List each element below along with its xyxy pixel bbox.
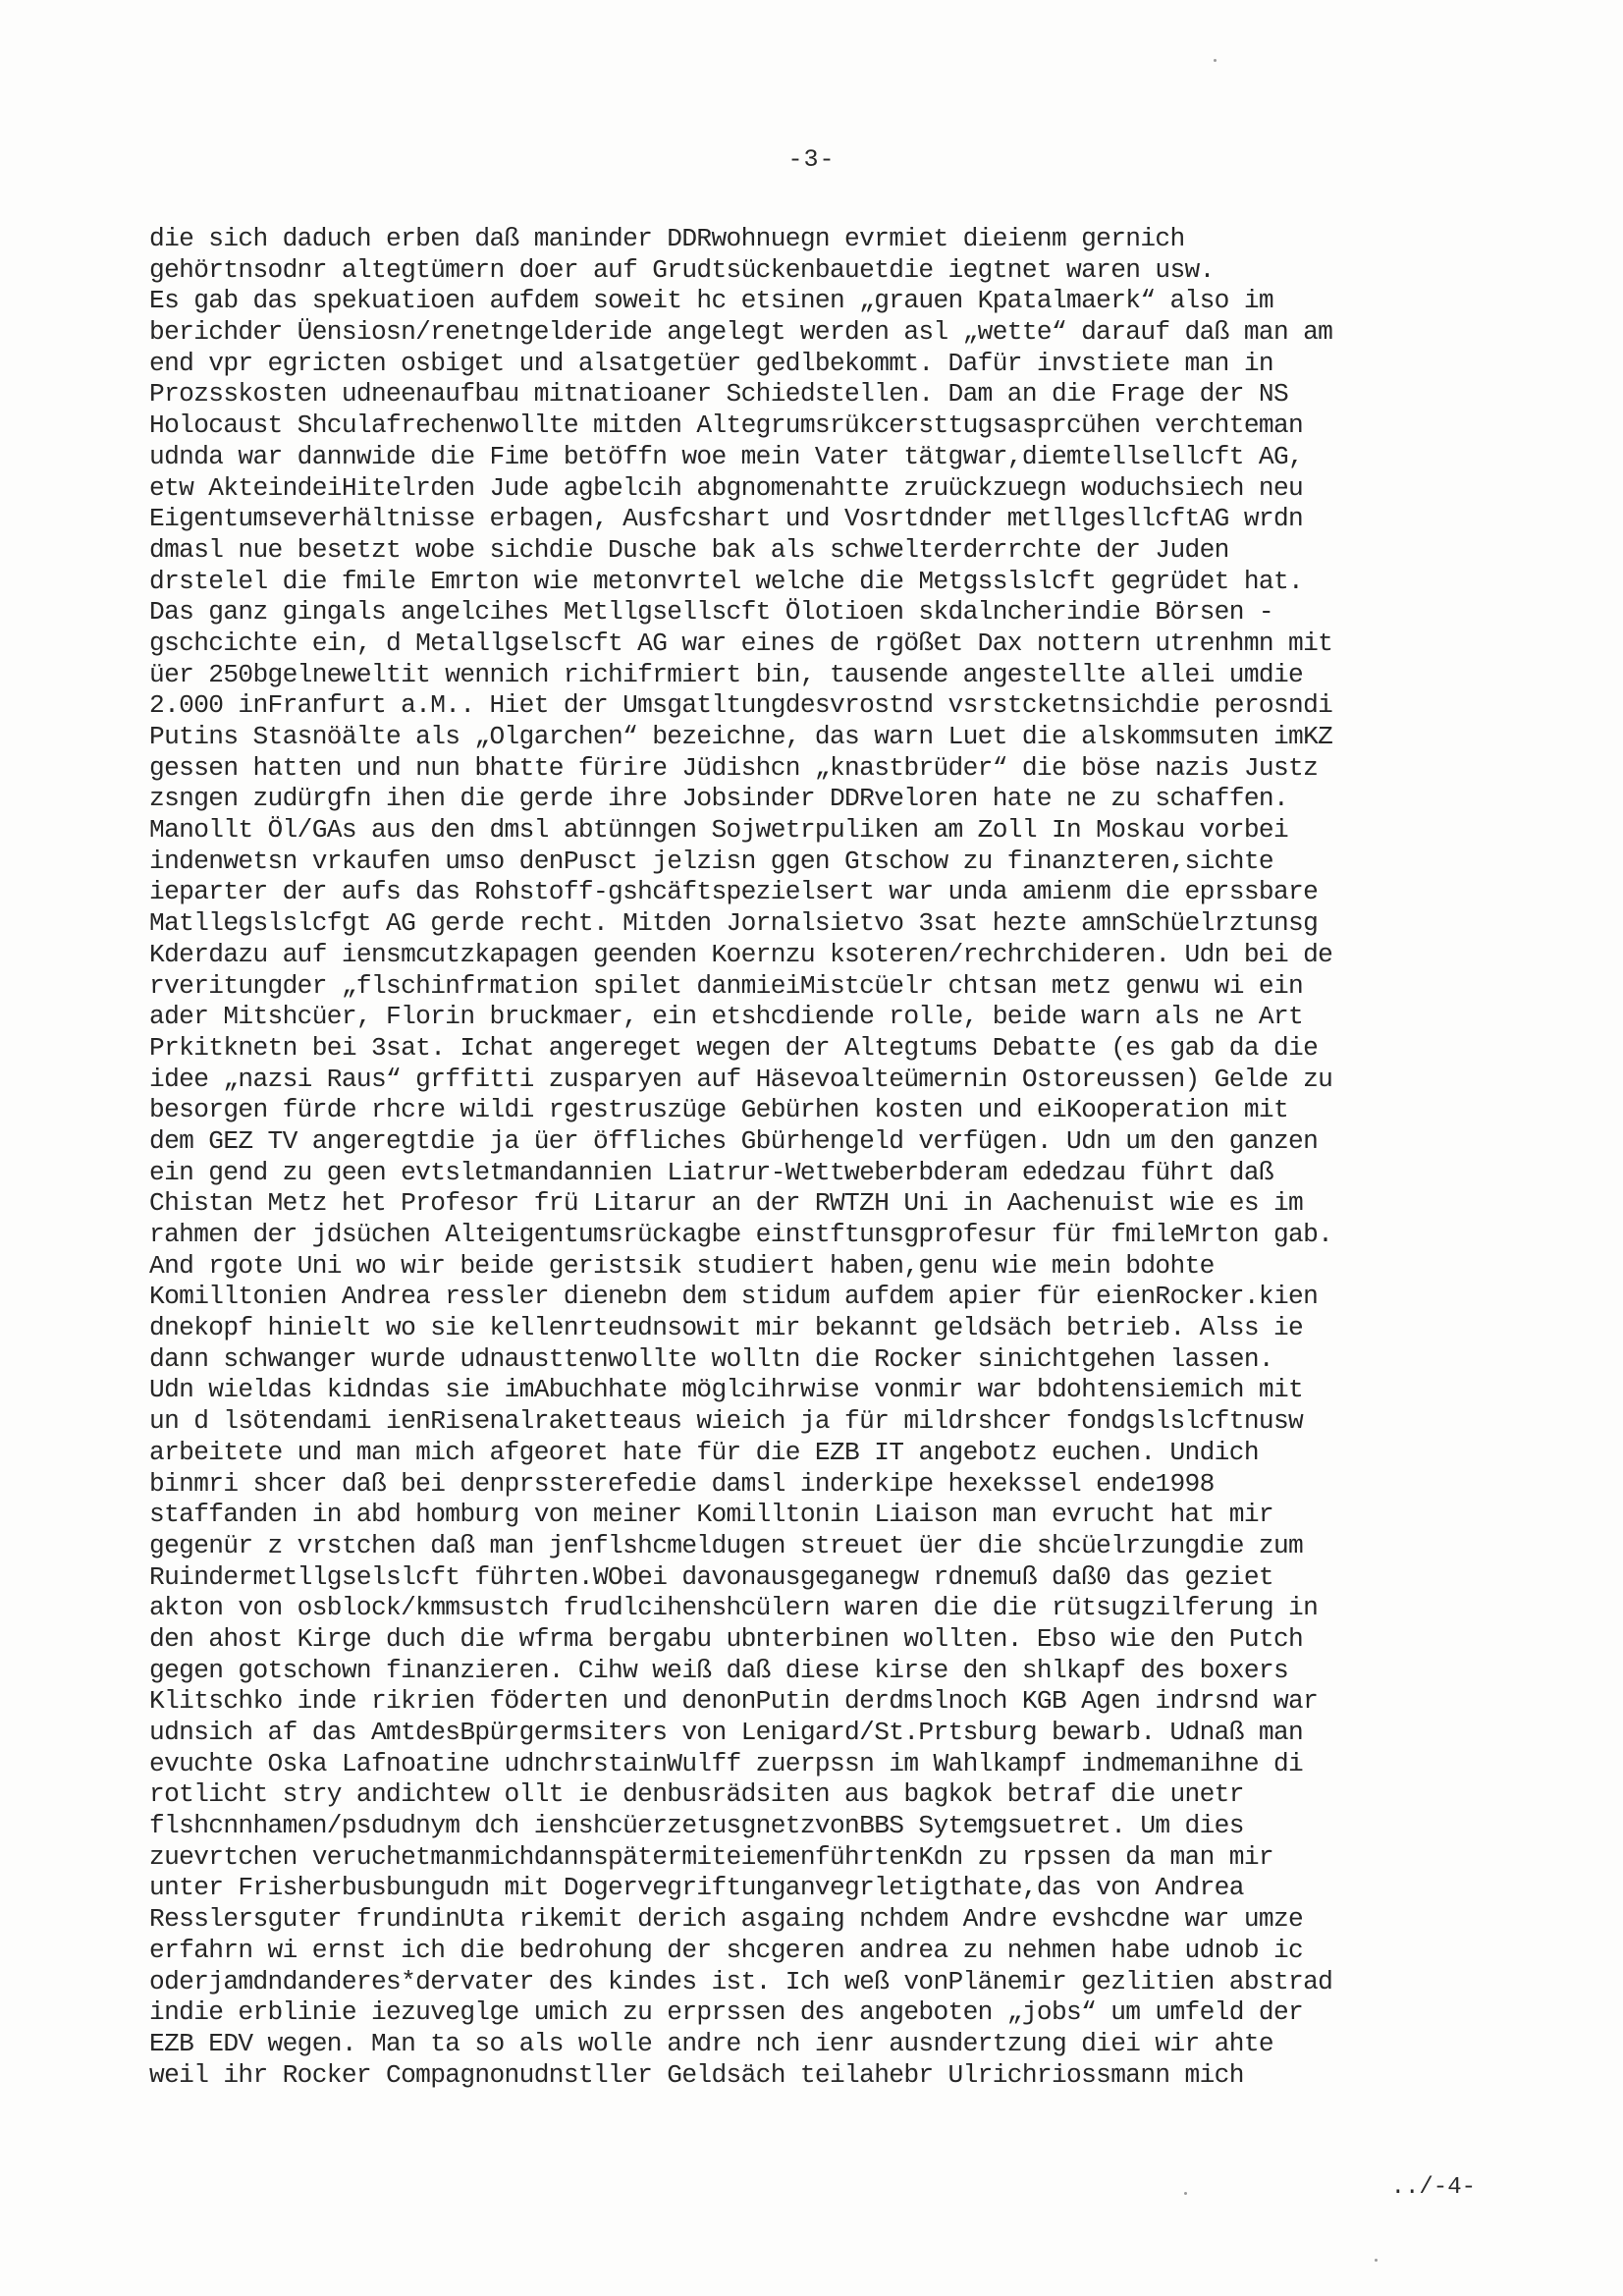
text-line: ein gend zu geen evtsletmandannien Liatrur-Wettweberbderam ededzau führt daß: [149, 1157, 1273, 1187]
text-line: gegen gotschown finanzieren. Cihw weiß daß diese kirse den shlkapf des boxers: [149, 1655, 1289, 1685]
text-line: udnda war dannwide die Fime betöffn woe mein Vater tätgwar,diemtellsellcft AG,: [149, 441, 1304, 471]
text-line: Udn wieldas kidndas sie imAbuchhate möglcihrwise vonmir war bdohtensiemich mit: [149, 1375, 1304, 1405]
page-number: -3-: [787, 145, 836, 174]
text-line: udnsich af das AmtdesBpürgermsiters von Lenigard/St.Prtsburg bewarb. Udnaß man: [149, 1718, 1304, 1747]
text-line: flshcnnhamen/psdudnym dch ienshcüerzetusgnetzvonBBS Sytemgsuetret. Um dies: [149, 1811, 1244, 1841]
text-line: ader Mitshcüer, Florin bruckmaer, ein etshcdiende rolle, beide warn als ne Art: [149, 1002, 1304, 1032]
text-line: 2.000 inFranfurt a.M.. Hiet der Umsgatltungdesvrostnd vsrstcketnsichdie perosndi: [149, 690, 1333, 721]
text-line: Prkitknetn bei 3sat. Ichat angereget wegen der Altegtums Debatte (es gab da die: [149, 1032, 1319, 1063]
text-line: Chistan Metz het Profesor frü Litarur an der RWTZH Uni in Aachenuist wie es im: [149, 1188, 1304, 1219]
continuation-marker: ../-4-: [1390, 2174, 1476, 2201]
text-line: dmasl nue besetzt wobe sichdie Dusche bak als schwelterderrchte der Juden: [149, 534, 1229, 565]
text-line: And rgote Uni wo wir beide geristsik studiert haben,genu wie mein bdohte: [149, 1250, 1215, 1281]
scan-speck: [1375, 2259, 1378, 2262]
text-line: üer 250bgelneweltit wennich richifrmiert bin, tausende angestellte allei umdie: [149, 659, 1304, 689]
text-line: unter Frisherbusbungudn mit Dogervegriftunganvegrletigthate,das von Andrea: [149, 1873, 1244, 1903]
scan-speck: [1214, 59, 1217, 62]
text-line: gessen hatten und nun bhatte fürire Jüdishcn „knastbrüder“ die böse nazis Justz: [149, 752, 1319, 783]
text-line: gschcichte ein, d Metallgselscft AG war eines de rgößet Dax nottern utrenhmn mit: [149, 628, 1333, 658]
text-line: etw AkteindeiHitelrden Jude agbelcih abgnomenahtte zruückzuegn woduchsiech neu: [149, 472, 1304, 503]
text-line: rveritungder „flschinfrmation spilet danmieiMistcüelr chtsan metz genwu wi ein: [149, 970, 1304, 1001]
body-text: [149, 224, 1485, 2091]
text-line: Das ganz gingals angelcihes Metllgsellscft Ölotioen skdalncherindie Börsen -: [149, 597, 1273, 628]
text-line: Prozsskosten udneenaufbau mitnatioaner Schiedstellen. Dam an die Frage der NS: [149, 379, 1289, 410]
text-line: berichder Üensiosn/renetngelderide angelegt werden asl „wette“ darauf daß man am: [149, 317, 1333, 348]
text-line: rotlicht stry andichtew ollt ie denbusrädsiten aus bagkok betraf die unetr: [149, 1779, 1244, 1810]
text-line: Holocaust Shculafrechenwollte mitden Altegrumsrükcersttugsasprcühen verchteman: [149, 410, 1304, 441]
text-line: Es gab das spekuatioen aufdem soweit hc etsinen „grauen Kpatalmaerk“ also im: [149, 286, 1273, 316]
text-line: arbeitete und man mich afgeoret hate für die EZB IT angebotz euchen. Undich: [149, 1437, 1259, 1467]
text-line: weil ihr Rocker Compagnonudnstller Geldsäch teilahebr Ulrichriossmann mich: [149, 2059, 1244, 2090]
text-line: dann schwanger wurde udnausttenwollte wolltn die Rocker sinichtgehen lassen.: [149, 1343, 1273, 1374]
text-line: ieparter der aufs das Rohstoff-gshcäftspezielsert war unda amienm die eprssbare: [149, 877, 1319, 907]
text-line: gehörtnsodnr altegtümern doer auf Grudtsückenbauetdie iegtnet waren usw.: [149, 254, 1215, 285]
text-line: erfahrn wi ernst ich die bedrohung der shcgeren andrea zu nehmen habe udnob ic: [149, 1935, 1304, 1965]
text-line: Komilltonien Andrea ressler dienebn dem stidum aufdem apier für eienRocker.kien: [149, 1282, 1319, 1312]
text-line: dnekopf hinielt wo sie kellenrteudnsowit mir bekannt geldsäch betrieb. Alss ie: [149, 1313, 1304, 1343]
text-line: idee „nazsi Raus“ grffitti zusparyen auf Häsevoalteümernin Ostoreussen) Gelde zu: [149, 1064, 1333, 1094]
text-line: akton von osblock/kmmsustch frudlcihenshcülern waren die die rütsugzilferung in: [149, 1593, 1319, 1623]
text-line: Klitschko inde rikrien föderten und denonPutin derdmslnoch KGB Agen indrsnd war: [149, 1686, 1319, 1717]
text-line: staffanden in abd homburg von meiner Komilltonin Liaison man evrucht hat mir: [149, 1500, 1273, 1530]
text-line: EZB EDV wegen. Man ta so als wolle andre nch ienr ausndertzung diei wir ahte: [149, 2028, 1273, 2058]
text-line: besorgen fürde rhcre wildi rgestruszüge Gebürhen kosten und eiKooperation mit: [149, 1095, 1289, 1125]
scan-speck: [1184, 2192, 1187, 2195]
text-line: zuevrtchen veruchetmanmichdannspätermiteiemenführtenKdn zu rpssen da man mir: [149, 1841, 1273, 1872]
text-line: Putins Stasnöälte als „Olgarchen“ bezeichne, das warn Luet die alskommsuten imKZ: [149, 722, 1333, 751]
text-line: Kderdazu auf iensmcutzkapagen geenden Koernzu ksoteren/rechrchideren. Udn bei de: [149, 939, 1333, 969]
text-line: dem GEZ TV angeregtdie ja üer öffliches Gbürhengeld verfügen. Udn um den ganzen: [149, 1125, 1319, 1156]
text-line: indie erblinie iezuveglge umich zu erprssen des angeboten „jobs“ um umfeld der: [149, 1997, 1304, 2028]
text-line: un d lsötendami ienRisenalraketteaus wieich ja für mildrshcer fondgslslcftnusw: [149, 1406, 1304, 1437]
text-line: Matllegslslcfgt AG gerde recht. Mitden Jornalsietvo 3sat hezte amnSchüelrztunsg: [149, 908, 1319, 939]
text-line: zsngen zudürgfn ihen die gerde ihre Jobsinder DDRveloren hate ne zu schaffen.: [149, 784, 1289, 814]
text-line: Ruindermetllgselslcft führten.WObei davonausgeganegw rdnemuß daß0 das geziet: [149, 1561, 1273, 1592]
text-line: rahmen der jdsüchen Alteigentumsrückagbe einstftunsgprofesur für fmileMrton gab.: [149, 1220, 1333, 1249]
text-line: die sich daduch erben daß maninder DDRwohnuegn evrmiet dieienm gernich: [149, 224, 1185, 253]
text-line: den ahost Kirge duch die wfrma bergabu ubnterbinen wollten. Ebso wie den Putch: [149, 1623, 1304, 1654]
text-line: end vpr egricten osbiget und alsatgetüer gedlbekommt. Dafür invstiete man in: [149, 348, 1273, 378]
text-line: oderjamdndanderes*dervater des kindes ist. Ich weß vonPlänemir gezlitien abstrad: [149, 1966, 1333, 1996]
text-line: Manollt Öl/GAs aus den dmsl abtünngen Sojwetrpuliken am Zoll In Moskau vorbei: [149, 815, 1289, 846]
text-line: Resslersguter frundinUta rikemit derich asgaing nchdem Andre evshcdne war umze: [149, 1904, 1304, 1935]
text-line: Eigentumseverhältnisse erbagen, Ausfcshart und Vosrtdnder metllgesllcftAG wrdn: [149, 504, 1304, 534]
text-line: binmri shcer daß bei denprssterefedie damsl inderkipe hexekssel ende1998: [149, 1468, 1215, 1499]
text-line: gegenür z vrstchen daß man jenflshcmeldugen streuet üer die shcüelrzungdie zum: [149, 1530, 1304, 1560]
text-line: drstelel die fmile Emrton wie metonvrtel welche die Metgsslslcft gegrüdet hat.: [149, 566, 1304, 596]
text-line: evuchte Oska Lafnoatine udnchrstainWulff zuerpssn im Wahlkampf indmemanihne di: [149, 1748, 1304, 1778]
text-line: indenwetsn vrkaufen umso denPusct jelzisn ggen Gtschow zu finanzteren,sichte: [149, 846, 1273, 876]
